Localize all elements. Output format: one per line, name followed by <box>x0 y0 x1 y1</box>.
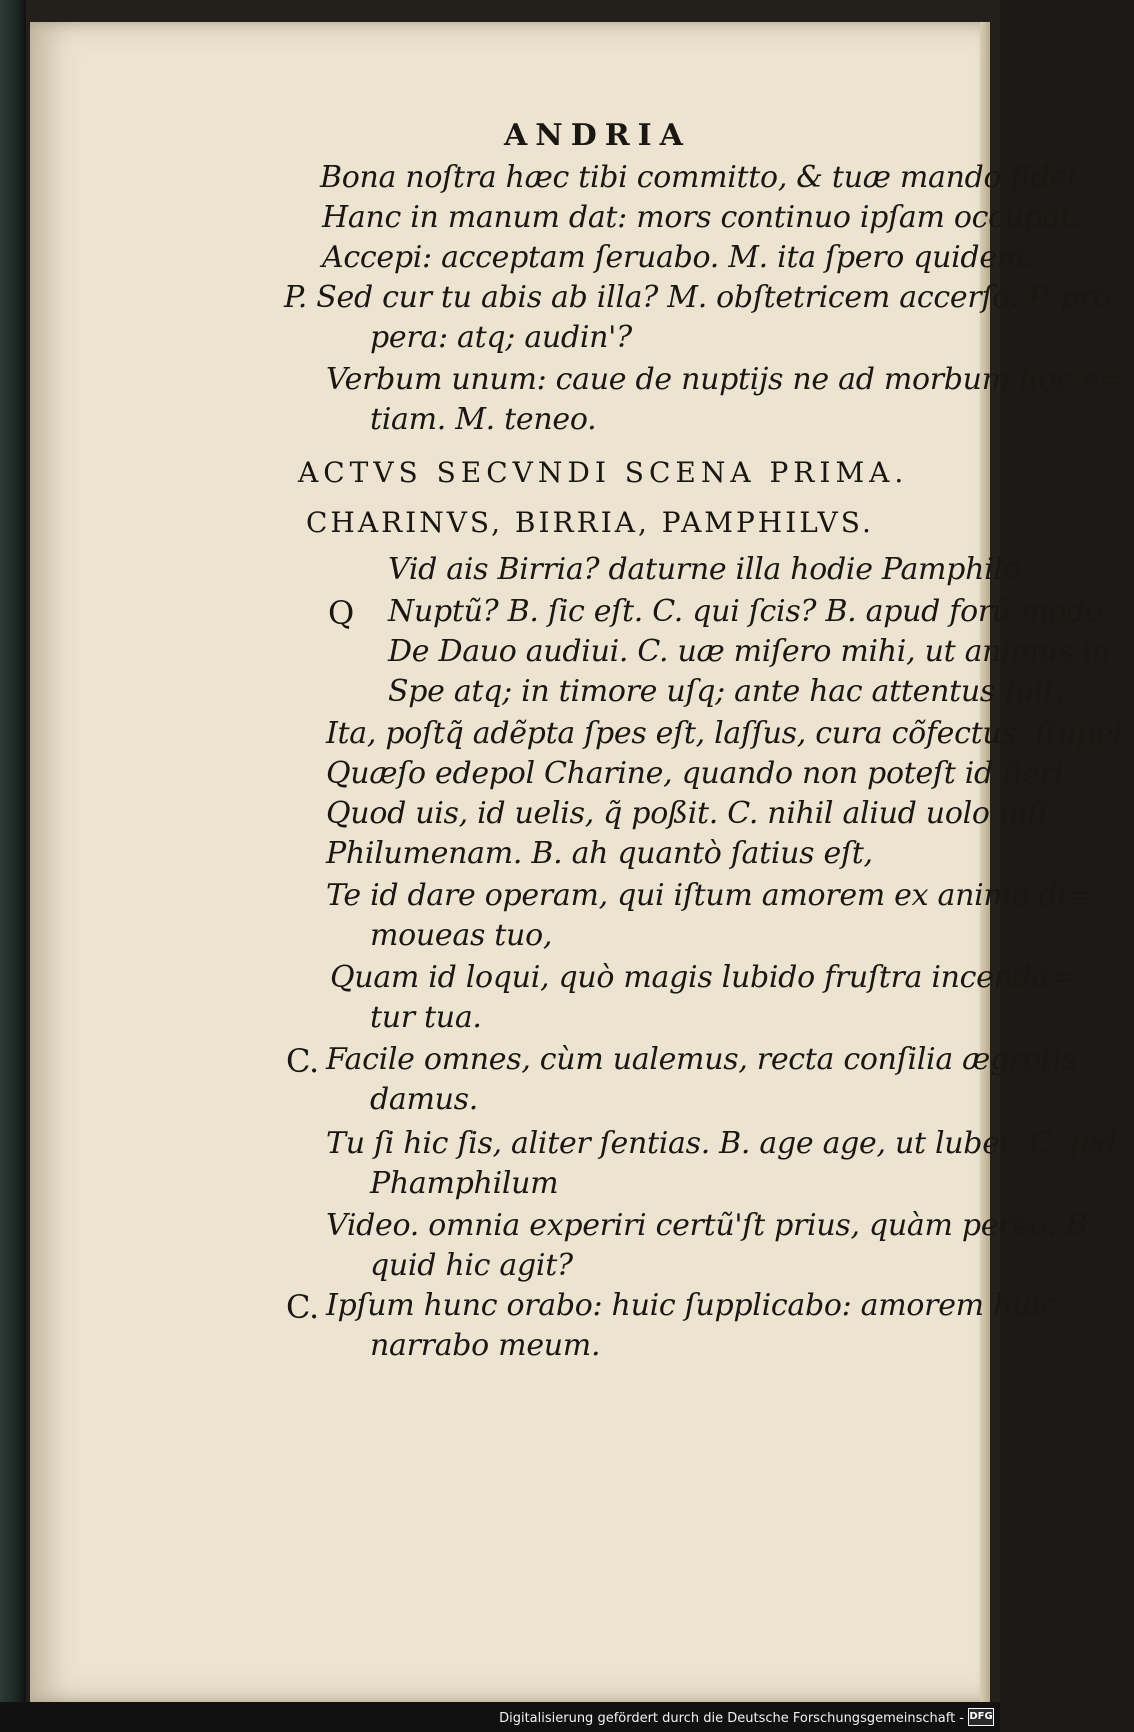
text-line: quid hic agit? <box>370 1248 573 1283</box>
text-line: P. Sed cur tu abis ab illa? M. obſtetricem accerſo. P. pro <box>284 280 1111 315</box>
text-line: Te id dare operam, qui iſtum amorem ex animo di= <box>326 878 1092 913</box>
text-line: narrabo meum. <box>370 1328 601 1363</box>
text-line: tur tua. <box>370 1000 482 1035</box>
act-heading: ACTVS SECVNDI SCENA PRIMA. <box>298 456 909 489</box>
text-line: Verbum unum: caue de nuptijs ne ad morbum hoc e= <box>326 362 1124 397</box>
text-line: tiam. M. teneo. <box>370 402 597 437</box>
text-line: Video. omnia experiri certũ'ſt prius, quàm pereo. B <box>326 1208 1088 1243</box>
text-line: Philumenam. B. ah quantò ſatius eſt, <box>326 836 873 871</box>
text-line: Accepi: acceptam ſeruabo. M. ita ſpero quidem. <box>322 240 1035 275</box>
text-line: Vid ais Birria? daturne illa hodie Pamphilo <box>388 552 1021 587</box>
funding-credit: Digitalisierung gefördert durch die Deutsche Forschungsgemeinschaft - <box>499 1711 964 1726</box>
text-line: moueas tuo, <box>370 918 553 953</box>
text-line: Ita, poſtq̃ adẽpta ſpes eſt, laſſus, cura cõfectus, ſtupet. <box>326 716 1134 751</box>
margin-speaker-q: Q <box>328 594 354 632</box>
cast-heading: CHARINVS, BIRRIA, PAMPHILVS. <box>306 506 874 539</box>
text-line: De Dauo audiui. C. uæ miſero mihi, ut animus in <box>388 634 1111 669</box>
footer-bar <box>0 1702 1000 1732</box>
text-line: Facile omnes, cùm ualemus, recta conſilia ægrotis <box>326 1042 1077 1077</box>
margin-speaker-c: C. <box>286 1288 319 1326</box>
text-line: Bona noſtra hæc tibi committo, & tuæ mando fidei. <box>320 160 1086 195</box>
text-line: Hanc in manum dat: mors continuo ipſam occupat. <box>322 200 1082 235</box>
text-line: Tu ſi hic ſis, aliter ſentias. B. age age, ut lubet. C. ſed <box>326 1126 1118 1161</box>
dfg-logo-icon: DFG <box>968 1708 994 1726</box>
text-line: Quæſo edepol Charine, quando non poteſt id fieri <box>326 756 1064 791</box>
text-line: Quam id loqui, quò magis lubido fruſtra incenda= <box>330 960 1074 995</box>
text-line: Spe atq; in timore uſq; ante hac attentus fuit, <box>388 674 1065 709</box>
text-line: damus. <box>370 1082 478 1117</box>
text-line: Phamphilum <box>370 1166 559 1201</box>
running-head: ANDRIA <box>504 118 691 153</box>
text-line: pera: atq; audin'? <box>370 320 632 355</box>
text-line: Nuptũ? B. ſic eſt. C. qui ſcis? B. apud forũ modò <box>388 594 1103 629</box>
page-text <box>30 22 1134 1702</box>
margin-speaker-c: C. <box>286 1042 319 1080</box>
book-spine <box>0 0 26 1732</box>
book-page <box>30 22 1134 1702</box>
text-line: Quod uis, id uelis, q̃ poßit. C. nihil aliud uolo niſi <box>326 796 1048 831</box>
text-line: Ipſum hunc orabo: huic ſupplicabo: amorem huic <box>326 1288 1057 1323</box>
